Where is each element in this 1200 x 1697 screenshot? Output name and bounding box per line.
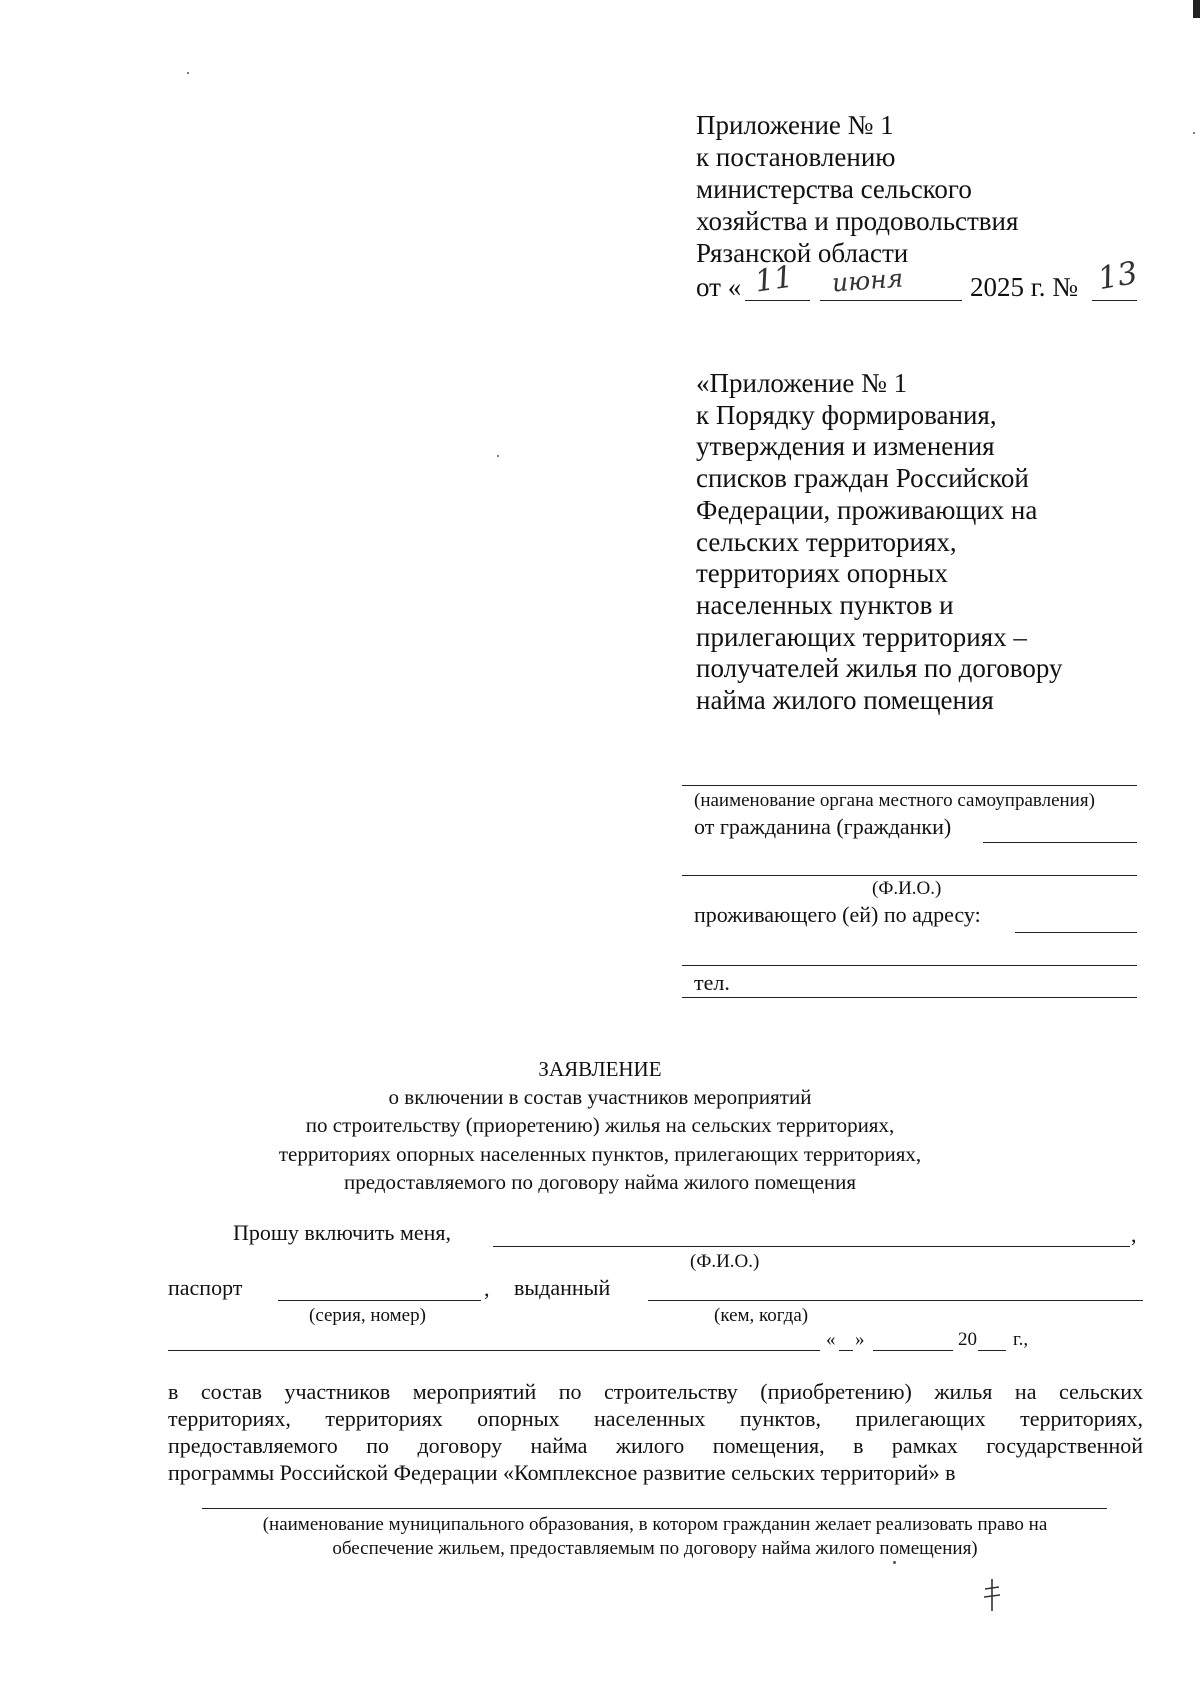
municipality-caption-line: обеспечение жильем, предоставляемым по договору найма жилого помещения) [332, 1538, 978, 1559]
procedure-header-line: получателей жилья по договору [696, 653, 1063, 684]
scan-edge-mark [1193, 0, 1200, 18]
appendix-header-line: хозяйства и продовольствия [696, 206, 1019, 236]
passport-series-caption: (серия, номер) [309, 1305, 426, 1326]
issue-year-field-line[interactable] [978, 1350, 1006, 1351]
phone-label: тел. [694, 970, 730, 995]
procedure-header-line: населенных пунктов и [696, 589, 954, 620]
from-citizen-label: от гражданина (гражданки) [694, 814, 952, 839]
passport-issuer-caption: (кем, когда) [714, 1305, 809, 1326]
issue-year-suffix: г., [1013, 1329, 1029, 1350]
passport-comma: , [484, 1276, 490, 1301]
handwritten-day: 11 [752, 259, 796, 300]
body-line: программы Российской Федерации «Комплексное развитие сельских территорий» в [168, 1460, 956, 1485]
applicant-fio-caption: (Ф.И.О.) [690, 1251, 760, 1272]
appendix-header-line: к постановлению [696, 142, 896, 172]
authority-caption: (наименование органа местного самоуправления) [694, 790, 1095, 811]
issue-date-close-quote: » [855, 1329, 865, 1350]
appendix-header-line: министерства сельского [696, 174, 972, 204]
body-paragraph [168, 1378, 1143, 1486]
issue-day-field-line[interactable] [839, 1350, 853, 1351]
address-label: проживающего (ей) по адресу: [694, 902, 981, 927]
procedure-header [696, 368, 1062, 717]
authority-field-line[interactable] [682, 785, 1137, 786]
procedure-header-line: территориях опорных [696, 558, 948, 589]
procedure-header-line: прилегающих территориях – [696, 621, 1027, 652]
appendix-year-number: 2025 г. № [970, 272, 1079, 302]
number-underline [1092, 300, 1137, 301]
body-line: территориях, территориях опорных населенных пунктов, прилегающих территориях, [168, 1406, 1143, 1431]
procedure-header-line: найма жилого помещения [696, 685, 994, 716]
procedure-header-line: «Приложение № 1 [696, 368, 908, 398]
handwritten-mark [980, 1575, 1004, 1615]
addressee-fio-caption: (Ф.И.О.) [872, 878, 942, 899]
statement-subtitle-line: территориях опорных населенных пунктов, прилегающих территориях, [278, 1142, 922, 1166]
procedure-header-line: списков граждан Российской [696, 463, 1029, 494]
appendix-header [696, 109, 1018, 269]
handwritten-month: июня [831, 263, 905, 298]
procedure-header-line: сельских территориях, [696, 526, 957, 557]
appendix-date-prefix: от « [696, 272, 742, 302]
passport-issuer-field-line[interactable] [648, 1300, 1143, 1301]
day-underline [745, 300, 810, 301]
phone-field-line[interactable] [682, 997, 1137, 998]
applicant-name-field-line[interactable] [493, 1246, 1130, 1247]
citizen-name-field-line[interactable] [983, 842, 1137, 843]
appendix-header-line: Приложение № 1 [696, 110, 894, 140]
scan-speck [893, 1561, 896, 1564]
statement-subtitle-line: по строительству (приоретению) жилья на сельских территориях, [305, 1113, 895, 1137]
passport-label: паспорт [168, 1275, 243, 1300]
procedure-header-line: к Порядку формирования, [696, 399, 997, 430]
statement-subtitle-line: о включении в состав участников мероприятий [388, 1085, 812, 1109]
municipality-caption-line: (наименование муниципального образования, в котором гражданин желает реализовать право на [262, 1514, 1048, 1535]
request-end-comma: , [1131, 1222, 1137, 1247]
issue-date-open-quote: « [826, 1329, 836, 1350]
municipality-caption [200, 1513, 1110, 1561]
statement-title: ЗАЯВЛЕНИЕ [538, 1057, 662, 1081]
procedure-header-line: Федерации, проживающих на [696, 494, 1038, 525]
scan-speck [1193, 132, 1195, 134]
passport-series-field-line[interactable] [278, 1300, 481, 1301]
passport-issuer-continued-line[interactable] [168, 1350, 820, 1351]
appendix-header-line: Рязанской области [696, 238, 909, 268]
request-label: Прошу включить меня, [233, 1220, 452, 1245]
body-line: предоставляемого по договору найма жилого помещения, в рамках государственной [168, 1433, 1143, 1458]
procedure-header-line: утверждения и изменения [696, 431, 995, 462]
handwritten-number: 13 [1095, 254, 1141, 298]
month-underline [820, 300, 962, 301]
address-field-line[interactable] [1015, 932, 1137, 933]
citizen-name-continued-line[interactable] [682, 875, 1137, 876]
issue-month-field-line[interactable] [873, 1350, 953, 1351]
scan-speck [497, 455, 499, 457]
issued-label: выданный [514, 1275, 611, 1300]
issue-century: 20 [958, 1329, 977, 1350]
statement-subtitle-line: предоставляемого по договору найма жилого помещения [344, 1170, 856, 1194]
address-continued-line[interactable] [682, 965, 1137, 966]
municipality-field-line[interactable] [202, 1508, 1107, 1509]
body-line: в состав участников мероприятий по строительству (приобретению) жилья на сельских [168, 1379, 1143, 1404]
scan-speck [187, 72, 189, 74]
